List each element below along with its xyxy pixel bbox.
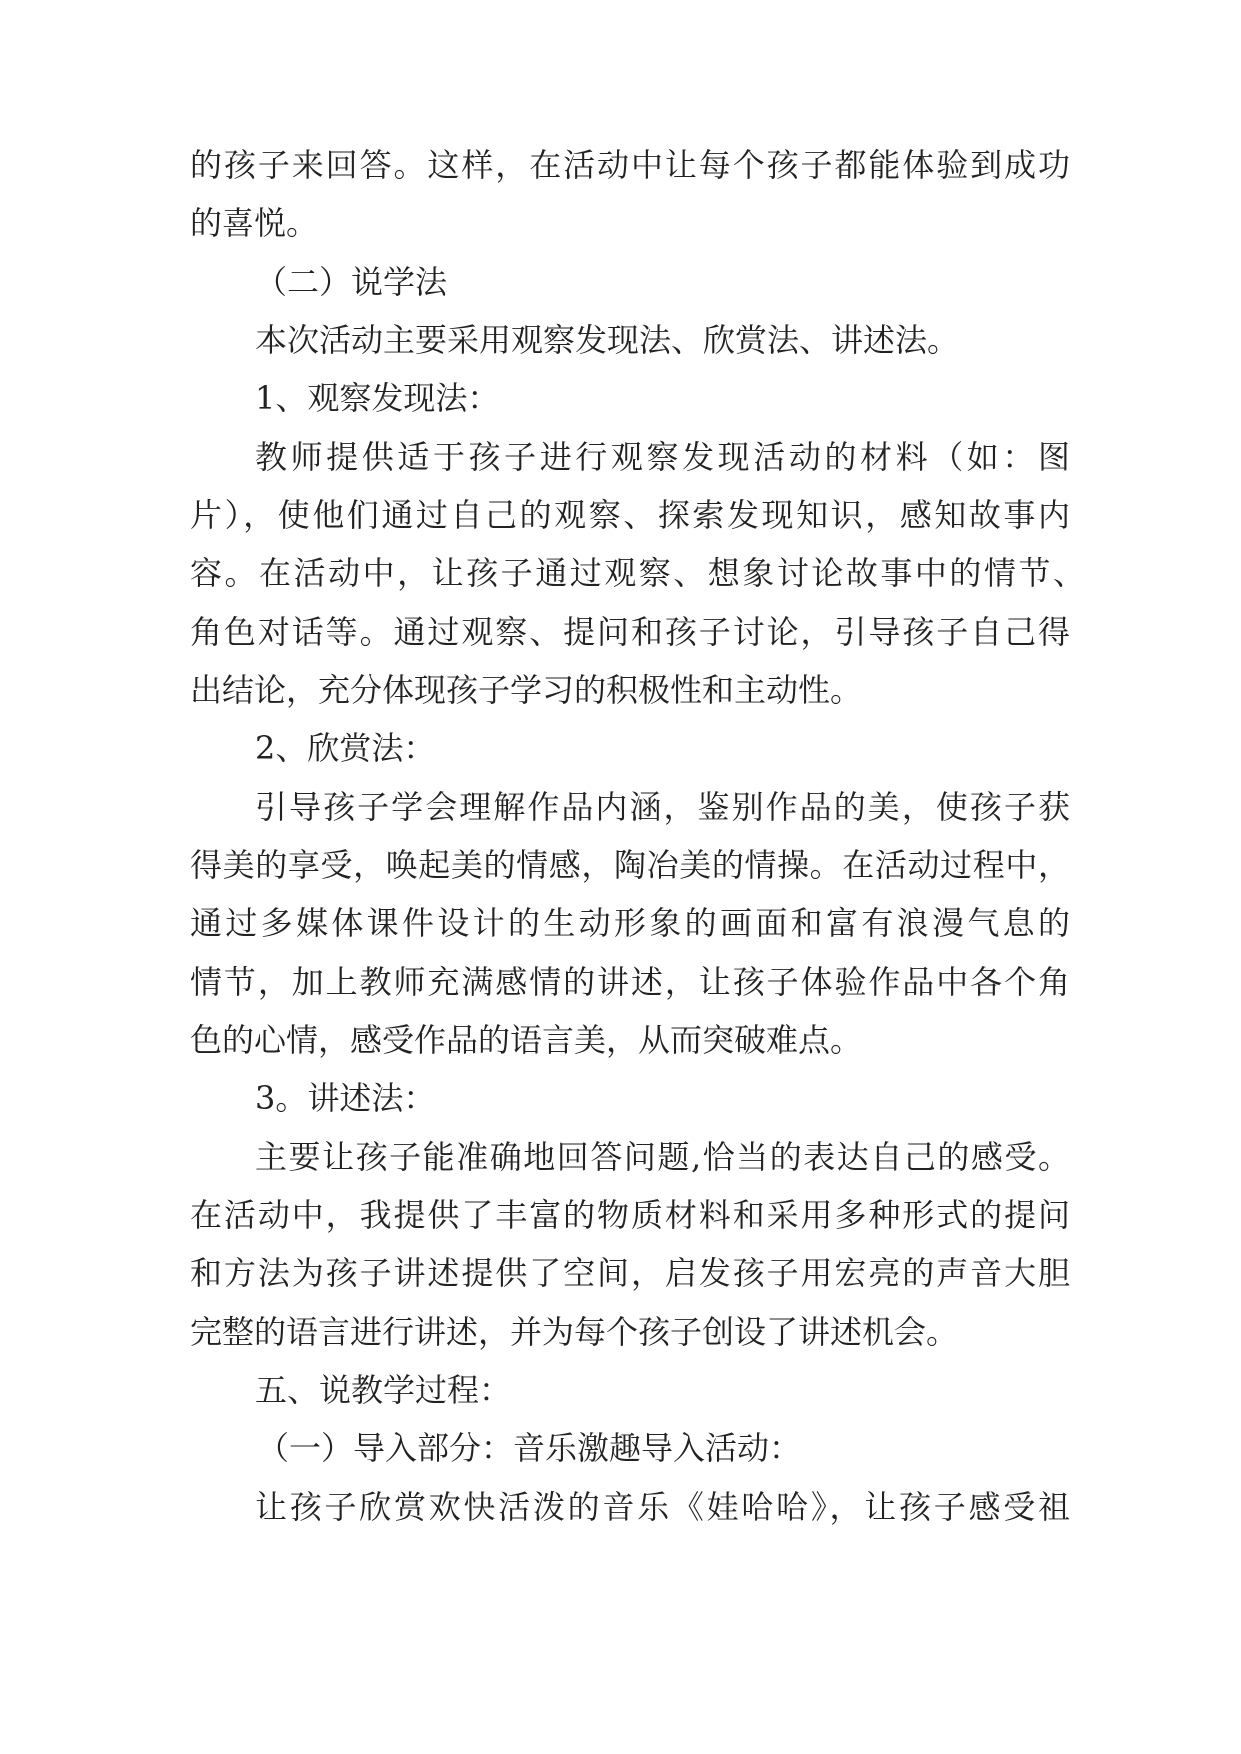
paragraph-line: 和方法为孩子讲述提供了空间，启发孩子用宏亮的声音大胆	[190, 1254, 1070, 1292]
paragraph-line: 教师提供适于孩子进行观察发现活动的材料（如：图	[255, 438, 1070, 476]
paragraph-line: 得美的享受，唤起美的情感，陶冶美的情操。在活动过程中，	[190, 846, 1070, 884]
subsection-heading: 2、欣赏法：	[255, 729, 436, 767]
paragraph-line: 片），使他们通过自己的观察、探索发现知识，感知故事内	[190, 496, 1070, 534]
paragraph-line: 主要让孩子能准确地回答问题,恰当的表达自己的感受。	[255, 1138, 1070, 1176]
paragraph-line: 让孩子欣赏欢快活泼的音乐《娃哈哈》，让孩子感受祖	[255, 1488, 1070, 1526]
paragraph-line: 本次活动主要采用观察发现法、欣赏法、讲述法。	[255, 321, 960, 359]
subsection-heading: 3。讲述法：	[255, 1079, 436, 1117]
paragraph-line: 角色对话等。通过观察、提问和孩子讨论，引导孩子自己得	[190, 613, 1070, 651]
paragraph-line: 容。在活动中，让孩子通过观察、想象讨论故事中的情节、	[190, 554, 1085, 592]
paragraph-line: 出结论，充分体现孩子学习的积极性和主动性。	[190, 671, 863, 709]
paragraph-line: 在活动中，我提供了丰富的物质材料和采用多种形式的提问	[190, 1196, 1070, 1234]
paragraph-line: 的喜悦。	[190, 204, 319, 242]
section-heading: （二）说学法	[255, 263, 448, 301]
paragraph-line: 完整的语言进行讲述，并为每个孩子创设了讲述机会。	[190, 1313, 959, 1351]
section-heading: 五、说教学过程：	[255, 1371, 512, 1409]
subsection-heading: 1、观察发现法：	[255, 379, 500, 417]
paragraph-line: 引导孩子学会理解作品内涵，鉴别作品的美，使孩子获	[255, 788, 1070, 826]
subsection-heading: （一）导入部分：音乐激趣导入活动：	[257, 1429, 802, 1467]
paragraph-line: 情节，加上教师充满感情的讲述，让孩子体验作品中各个角	[190, 963, 1070, 1001]
paragraph-line: 的孩子来回答。这样，在活动中让每个孩子都能体验到成功	[190, 146, 1070, 184]
paragraph-line: 通过多媒体课件设计的生动形象的画面和富有浪漫气息的	[190, 904, 1070, 942]
paragraph-line: 色的心情，感受作品的语言美，从而突破难点。	[190, 1021, 863, 1059]
